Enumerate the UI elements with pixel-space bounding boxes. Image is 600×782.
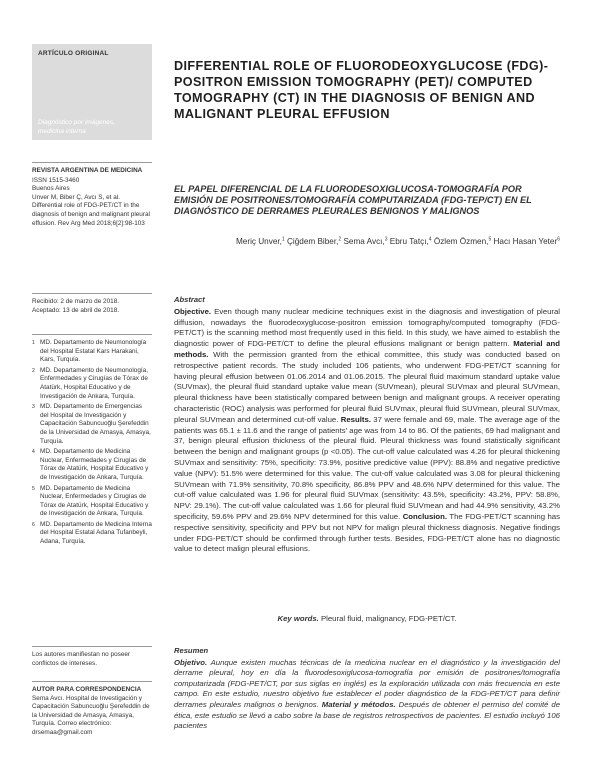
journal-city: Buenos Aires xyxy=(32,185,70,193)
spanish-title: EL PAPEL DIFERENCIAL DE LA FLUORODESOXIGLUCOSA-TOMOGRAFÍA POR EMISIÓN DE POSITRONES/TOMOGRAFÍA COMPUTARIZADA (FDG-TEP/CT) EN EL DIAGNÓSTICO DE DERRAMES PLEURALES BENIGNOS Y MALIGNOS xyxy=(174,184,532,216)
abstract-methods-label: Material and methods. xyxy=(174,339,560,359)
affiliation-item: 1 MD. Departamento de Neumonología del Hospital Estatal Kars Harakani, Kars, Turquía. xyxy=(32,339,147,364)
issn: ISSN 1515-3460 xyxy=(32,176,80,184)
resumen-objective: Aunque existen muchas técnicas de la medicina nuclear en el diagnóstico y la investigación del derrame pleural, hoy en día la fluorodesoxiglucosa-tomografía por emisión de positrones/tomografía computarizada (FDG-PET/CT, por sus siglas en inglés) es la exploración utilizada con más frecuencia en este campo. En este estudio, nuestro objetivo fue establecer el poder diagnóstico de la FDG-PET/CT para definir derrames pleurales malignos o benignos. xyxy=(174,657,560,709)
resumen-methods-label: Material y métodos. xyxy=(318,699,396,709)
abstract-objective: Even though many nuclear medicine techniques exist in the diagnosis and investigation of pleural diffusion, nowadays the fluorodeoxyglucose-positron emission tomography/computed tomography (FDG-PET/CT) is the scanning method most frequently used in this field. In this study, we have aimed to establish the diagnostic power of FDG-PET/CT to define the pleural effusions malignant or benign pattern. xyxy=(174,306,560,349)
article-section: Diagnóstico por imágenes, medicina interna xyxy=(38,119,115,135)
article-type-box xyxy=(32,44,152,140)
resumen-objective-label: Objetivo. xyxy=(174,657,208,667)
affiliation-item: 3 MD. Departamento de Emergencias del Hospital de Investigación y Capacitación Sabuncuoğlu Şerefeddin de la Universidad de Amasya, Amasya, Turquía. xyxy=(32,403,151,445)
sidebar-header xyxy=(32,44,152,140)
keywords xyxy=(174,614,560,623)
citation: Unver M, Biber Ç, Avcı S, et al. Differential role of FDG-PET/CT in the diagnosis of benign and malignant pleural effusion. Rev Arg Med 2018;6[2]:98-103 xyxy=(32,193,150,227)
keywords-text: Pleural fluid, malignancy, FDG-PET/CT. xyxy=(318,614,457,623)
author-list xyxy=(174,236,560,246)
article-title: DIFFERENTIAL ROLE OF FLUORODEOXYGLUCOSE (FDG)-POSITRON EMISSION TOMOGRAPHY (PET)/ COMPUTED TOMOGRAPHY (CT) IN THE DIAGNOSIS OF BENIGN AND MALIGNANT PLEURAL EFFUSION xyxy=(174,59,549,121)
abstract-conclusion: The FDG-PET/CT scanning has respective sensitivity, specificity and PPV but not NPV for malign pleural thickness diagnosis. Negative findings under FDG-PET/CT should be confirmed through further tests. Besides, FDG-PET/CT alone has no diagnostic value to detect malign pleural effusions. xyxy=(174,511,560,554)
corresponding-details: Sema Avcı. Hospital de Investigación y Capacitación Sabuncuoğlu Şerefeddin de la Universidad de Amasya, Amasya, Turquía. Correo electrónico: drsemaa@gmail.com xyxy=(32,694,150,736)
abstract xyxy=(174,295,560,555)
affiliation-item: 5 MD. Departamento de Medicina Nuclear, Enfermedades y Cirugías de Tórax de Atatürk, Hospital Educativo y de Investigación de Ankara, Turquía. xyxy=(32,484,149,518)
author: Ebru Tatçı,$^4$ xyxy=(387,236,432,246)
resumen xyxy=(174,646,560,732)
conflict-statement: Los autores manifiestan no poseer conflictos de intereses. xyxy=(32,646,152,668)
affiliation-item: 2 MD. Departamento de Neumonología, Enfermedades y Cirugías de Tórax de Atatürk, Hospital Educativo y de Investigación de Ankara, Turquía. xyxy=(32,366,148,400)
affiliations xyxy=(32,334,152,549)
author: Meriç Unver,$^1$ xyxy=(235,236,285,246)
resumen-methods: Después de obtener el permiso del comité de ética, este estudio se llevó a cabo sobre la base de registros retrospectivos de pacientes. El estudio incluyó 106 pacientes xyxy=(174,699,560,731)
abstract-conclusion-label: Conclusion. xyxy=(400,511,448,521)
accepted-date: Aceptado: 13 de abril de 2018. xyxy=(32,306,120,314)
corresponding-author xyxy=(32,681,152,738)
author: Çiğdem Biber,$^2$ xyxy=(284,236,342,246)
journal-info xyxy=(32,162,152,228)
affiliation-item: 6 MD. Departamento de Medicina Interna del Hospital Estatal Adana Tufanbeyli, Adana, Turquía. xyxy=(32,520,152,546)
abstract-results: 37 were female and 69, male. The average age of the patients was 65.1 ± 11.6 and the range of patients' age was from 14 to 86. Of the patients, 69 had malignant and 37, benign pleural effusion thickness of the pleural fluid. Pleural thickness was found statistically significant between the benign and malignant groups (p <0.05). The cut-off value calculated was 4.26 for pleural thickening SUVmax and sensitivity: 75%, specificity: 73.9%, positive predictive value (PPV): 88.8% and negative predictive value (NPV): 51.5% were determined for this value. The cut-off value calculated was 3.08 for pleural thickening SUVmean with 71.9% sensitivity, 70.8% specificity, 86.8% PPV and 48.6% NPV determined for this value. The cut-off value calculated was 1.96 for pleural fluid SUVmax (sensitivity: 43.5%, specificity: 43.2%, PPV: 58.8%, NPV: 29.1%). The cut-off value calculated was 1.66 for pleural fluid SUVmean and had 44.9% sensitivity, 43.2% specificity, 59.6% PPV and 29.6% NPV determined for this value. xyxy=(174,414,560,521)
author: Özlem Özmen,$^5$ xyxy=(431,236,492,246)
author: Sema Avcı,$^3$ xyxy=(341,236,388,246)
article-type: ARTÍCULO ORIGINAL xyxy=(38,50,109,57)
keywords-label: Key words. xyxy=(277,614,319,623)
resumen-heading: Resumen xyxy=(174,646,209,655)
abstract-methods: With the permission granted from the ethical committee, this study was conducted based on retrospective patient records. The study included 106 patients, who underwent FDG-PET/CT scanning for having pleural effusion between 01.06.2014 and 01.06.2015. The pleural fluid maximum standard uptake value (SUVmax), the pleural fluid standard uptake value mean (SUVmean), pleural SUVmax and pleural SUVmean, pleural thickness have been statistically compared between benign and malignant groups. A receiver operating characteristic (ROC) analysis was performed for pleural fluid SUVmax, pleural fluid SUVmean, pleural SUVmax, pleural SUVmean and determined cut-off value. xyxy=(174,349,560,424)
abstract-objective-label: Objective. xyxy=(174,306,212,316)
received-date: Recibido: 2 de marzo de 2018. xyxy=(32,298,120,305)
abstract-results-label: Results. xyxy=(338,414,371,424)
journal-title: REVISTA ARGENTINA DE MEDICINA xyxy=(32,162,152,176)
author: Hacı Hasan Yeter$^6$ xyxy=(491,236,560,246)
corresponding-title: AUTOR PARA CORRESPONDENCIA xyxy=(32,686,142,693)
abstract-heading: Abstract xyxy=(174,295,205,304)
affiliation-item: 4 MD. Departamento de Medicina Nuclear, Enfermedades y Cirugías de Tórax de Atatürk, Hospital Educativo y de Investigación de Ankara, Turquía. xyxy=(32,448,149,481)
dates xyxy=(32,293,152,315)
